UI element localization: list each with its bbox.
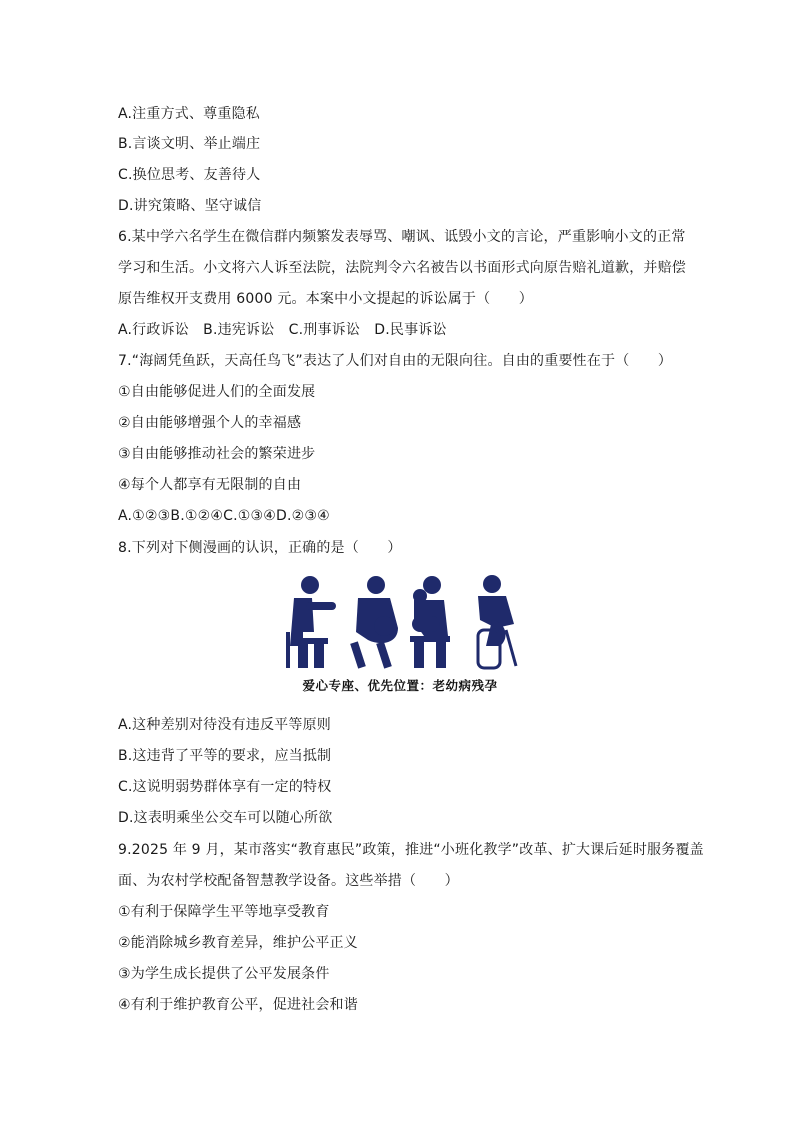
statement-7-3: ③自由能够推动社会的繁荣进步 [118,446,316,462]
priority-seat-icons [280,572,520,676]
statement-7-1: ①自由能够促进人们的全面发展 [118,384,316,400]
option-5d: D.讲究策略、坚守诚信 [118,198,262,214]
priority-seat-cartoon [280,572,520,696]
statement-9-1: ①有利于保障学生平等地享受教育 [118,904,330,920]
question-9-line-2: 面、为农村学校配备智慧教学设备。这些举措（ ） [118,873,459,889]
option-8d: D.这表明乘坐公交车可以随心所欲 [118,810,333,826]
pregnant-woman-icon [478,575,516,668]
question-6-line-2: 学习和生活。小文将六人诉至法院，法院判令六名被告以书面形式向原告赔礼道歉，并赔偿 [118,260,686,276]
question-7-options: A.①②③B.①②④C.①③④D.②③④ [118,508,330,524]
option-5c: C.换位思考、友善待人 [118,167,261,183]
option-8a: A.这种差别对待没有违反平等原则 [118,717,331,733]
option-8b: B.这违背了平等的要求，应当抵制 [118,748,332,764]
option-5a: A.注重方式、尊重隐私 [118,106,260,122]
question-6-options: A.行政诉讼 B.违宪诉讼 C.刑事诉讼 D.民事诉讼 [118,322,447,338]
statement-9-4: ④有利于维护教育公平，促进社会和谐 [118,997,358,1013]
question-9-line-1: 9.2025 年 9 月，某市落实“教育惠民”政策，推进“小班化教学”改革、扩大课后延时服务覆盖 [118,842,704,858]
statement-7-2: ②自由能够增强个人的幸福感 [118,415,302,431]
question-6-line-3: 原告维权开支费用 6000 元。本案中小文提起的诉讼属于（ ） [118,291,533,307]
question-7-stem: 7.“海阔凭鱼跃，天高任鸟飞”表达了人们对自由的无限向往。自由的重要性在于（ ） [118,353,673,369]
statement-9-3: ③为学生成长提供了公平发展条件 [118,966,330,982]
option-8c: C.这说明弱势群体享有一定的特权 [118,779,332,795]
statement-9-2: ②能消除城乡教育差异，维护公平正义 [118,935,358,951]
cartoon-caption: 爱心专座、优先位置：老幼病残孕 [302,678,498,693]
person-with-injured-arm-icon [410,576,450,668]
elderly-with-cane-icon [286,576,336,668]
option-5b: B.言谈文明、举止端庄 [118,136,261,152]
adult-holding-child-icon [350,576,398,669]
statement-7-4: ④每个人都享有无限制的自由 [118,477,302,493]
question-8-stem: 8.下列对下侧漫画的认识，正确的是（ ） [118,540,402,556]
question-6-line-1: 6.某中学六名学生在微信群内频繁发表辱骂、嘲讽、诋毁小文的言论，严重影响小文的正常 [118,229,686,245]
